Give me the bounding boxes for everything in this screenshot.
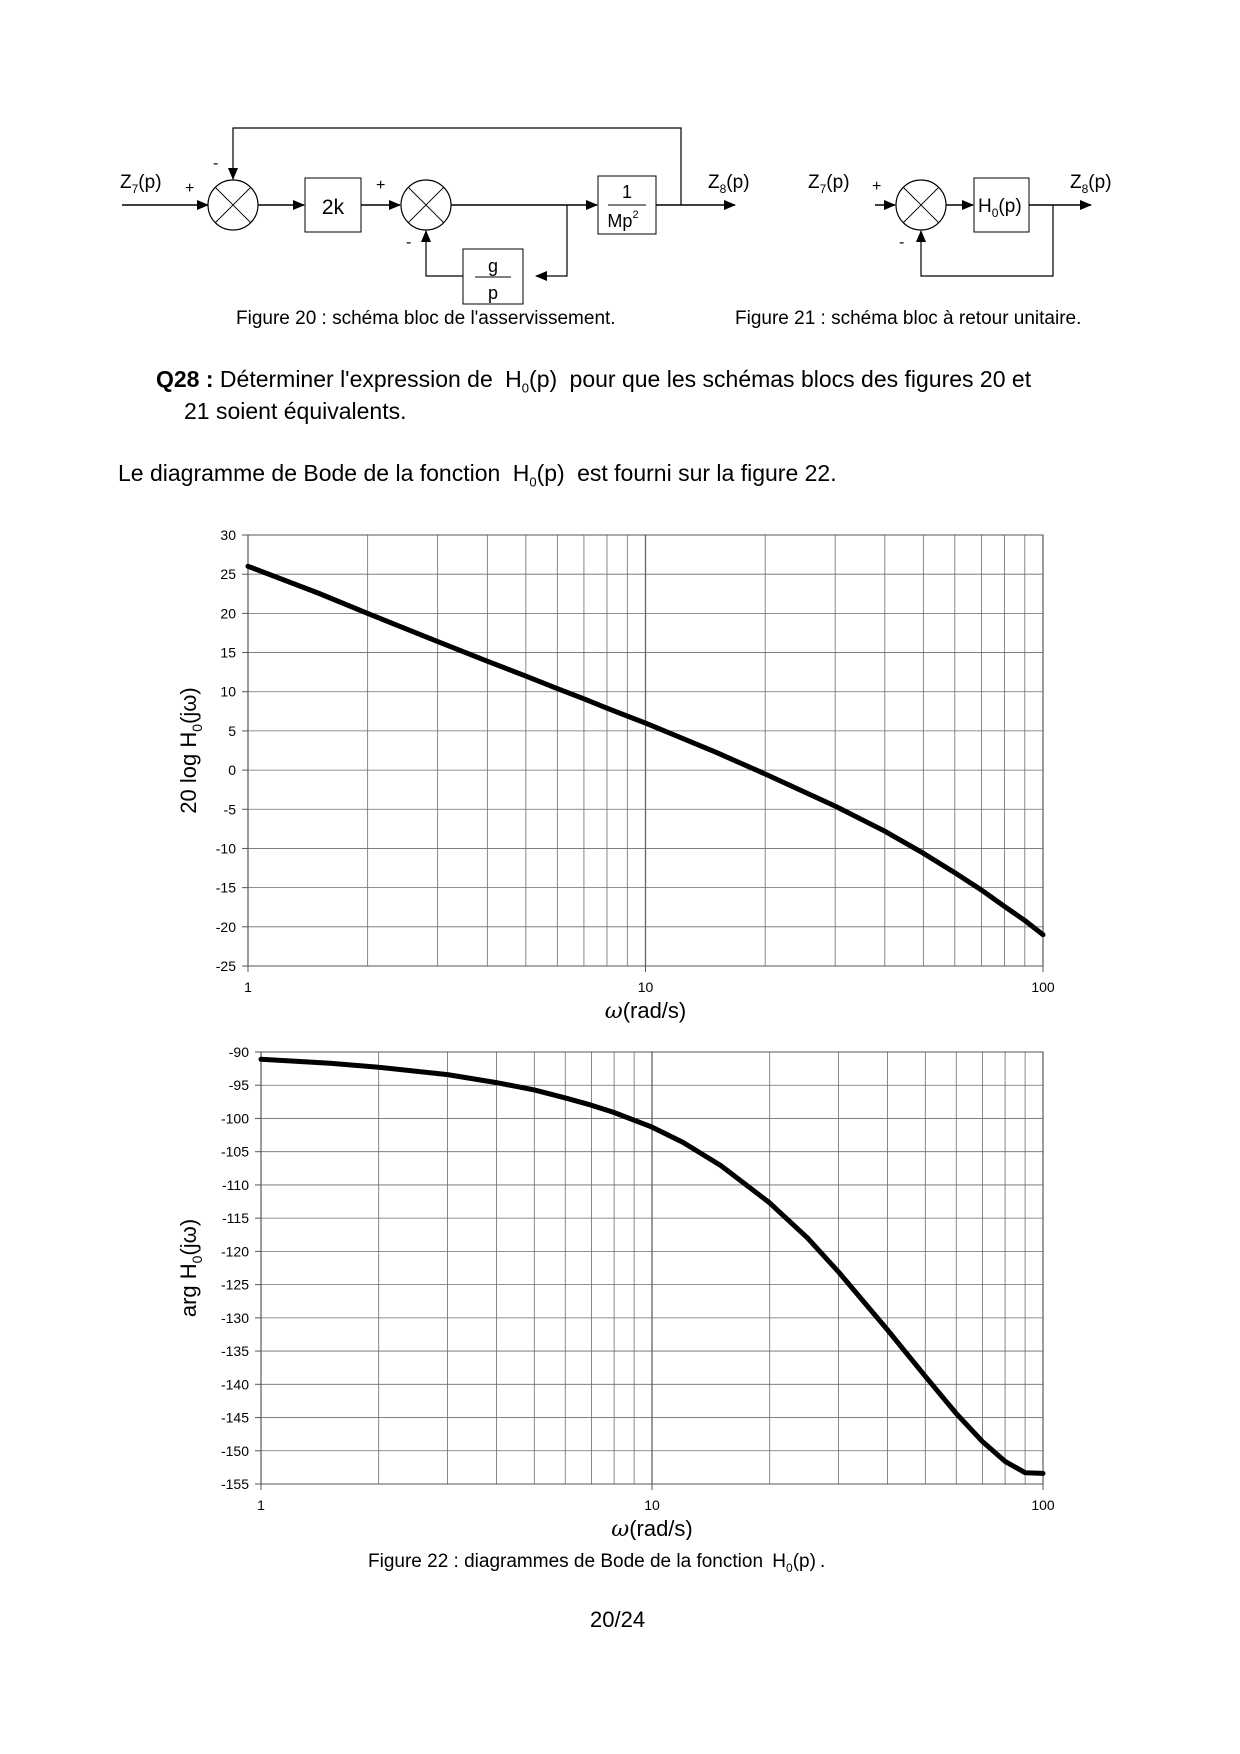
- intro-sentence: [118, 457, 837, 499]
- chart-phase-ytick-label: -130: [220, 1309, 249, 1326]
- intro-text-before: Le diagramme de Bode de la fonction: [118, 460, 501, 486]
- fig21-sum-minus: -: [899, 234, 905, 251]
- question-q28-line2: 21 soient équivalents.: [184, 398, 407, 424]
- chart-phase-xtick-label: 1: [257, 1497, 265, 1513]
- question-function: $H_0(p)$: [505, 366, 558, 396]
- fig20-plant-den: Mp$^2$: [607, 209, 639, 231]
- chart-gain-grid: [248, 535, 1043, 966]
- fig20-sum1-minus: -: [213, 155, 219, 172]
- chart-gain-ytick-label: -10: [215, 840, 236, 857]
- chart-phase-ytick-label: -90: [228, 1044, 249, 1060]
- bode-gain-chart: [0, 520, 1240, 1030]
- figure-21-diagram: [790, 0, 1240, 320]
- chart-phase-ytick-label: -110: [222, 1176, 249, 1193]
- chart-phase-ylabel: arg $H_0(j\omega)$: [176, 1218, 205, 1318]
- figure-22-caption: [368, 1551, 825, 1575]
- chart-phase-ytick-label: -135: [220, 1343, 249, 1360]
- question-label: Q28 :: [156, 366, 214, 392]
- chart-gain-ytick-label: 15: [220, 644, 236, 661]
- chart-phase-xlabel: ω(rad/s): [611, 1516, 693, 1540]
- chart-phase-xtick-label: 10: [644, 1497, 660, 1513]
- chart-phase-ytick-label: -100: [220, 1110, 249, 1127]
- chart-phase-ytick-label: -140: [220, 1376, 249, 1393]
- chart-phase-xtick-label: 100: [1031, 1497, 1055, 1513]
- fig21-input-label: $Z_7(p)$: [808, 172, 850, 196]
- chart-gain-ytick-label: -25: [215, 958, 236, 974]
- fig20-output-label: $Z_8(p)$: [708, 172, 750, 196]
- fig20-feedback-den: p: [487, 283, 499, 303]
- chart-gain-ylabel: 20 $\log H_0(j\omega)$: [176, 687, 205, 814]
- figure-22-caption-after: .: [819, 1551, 826, 1572]
- chart-gain-ytick-label: -5: [223, 801, 236, 818]
- fig20-summing-junction-1: [208, 180, 258, 230]
- figure-21-caption: Figure 21 : schéma bloc à retour unitaire.: [735, 308, 1082, 329]
- chart-phase-ytick-label: -155: [220, 1476, 249, 1492]
- figure-22-function: $H_0(p)$: [772, 1551, 816, 1575]
- chart-gain-ytick-label: -15: [215, 879, 236, 896]
- chart-phase-ytick-label: -125: [220, 1276, 249, 1293]
- fig21-output-label: $Z_8(p)$: [1070, 172, 1112, 196]
- bode-phase-chart: [0, 1040, 1240, 1540]
- figure-20-caption: Figure 20 : schéma bloc de l'asservissement.: [236, 308, 616, 329]
- fig20-input-label: $Z_7(p)$: [120, 172, 162, 196]
- fig20-sum1-plus: +: [185, 180, 195, 197]
- chart-phase-ytick-label: -105: [220, 1143, 249, 1160]
- chart-gain-xlabel: ω(rad/s): [604, 998, 687, 1024]
- chart-gain-ytick-label: 0: [228, 762, 236, 779]
- question-text-before: Déterminer l'expression de: [219, 366, 493, 392]
- page-number: 20/24: [590, 1607, 646, 1632]
- chart-phase-ytick-label: -145: [220, 1409, 249, 1426]
- chart-gain-xtick-label: 10: [637, 979, 654, 995]
- chart-gain-ytick-label: -20: [215, 918, 236, 935]
- intro-function: $H_0(p)$: [512, 460, 565, 490]
- fig21-h0-label: $H_0(p)$: [978, 196, 1022, 220]
- fig20-plant-num: 1: [621, 182, 633, 202]
- fig21-sum-plus: +: [872, 178, 882, 195]
- chart-phase-ytick-label: -115: [222, 1210, 249, 1227]
- fig20-summing-junction-2: [401, 180, 451, 230]
- chart-phase-ytick-label: -150: [220, 1442, 249, 1459]
- chart-gain-ytick-label: 25: [220, 566, 236, 583]
- fig20-sum2-plus: +: [376, 177, 386, 194]
- fig20-sum2-minus: -: [406, 234, 412, 251]
- fig21-summing-junction: [896, 180, 946, 230]
- chart-gain-ytick-label: 20: [220, 605, 236, 622]
- chart-phase-ytick-label: -120: [220, 1243, 249, 1260]
- fig20-gain-label: 2k: [321, 196, 345, 219]
- chart-phase-ytick-label: -95: [228, 1077, 249, 1094]
- figure-22-caption-before: Figure 22 : diagrammes de Bode de la fonction: [368, 1551, 764, 1572]
- chart-gain-ytick-label: 30: [220, 527, 236, 543]
- intro-text-after: est fourni sur la figure 22.: [577, 460, 837, 486]
- figure-20-diagram: [0, 0, 780, 320]
- fig20-feedback-num: g: [487, 256, 499, 276]
- chart-gain-ytick-label: 5: [228, 722, 236, 739]
- chart-gain-xtick-label: 1: [244, 979, 252, 995]
- chart-phase-grid: [261, 1052, 1043, 1484]
- question-text-after: pour que les schémas blocs des figures 20 et: [569, 366, 1032, 392]
- chart-gain-ytick-label: 10: [220, 683, 236, 700]
- chart-gain-xtick-label: 100: [1031, 979, 1055, 995]
